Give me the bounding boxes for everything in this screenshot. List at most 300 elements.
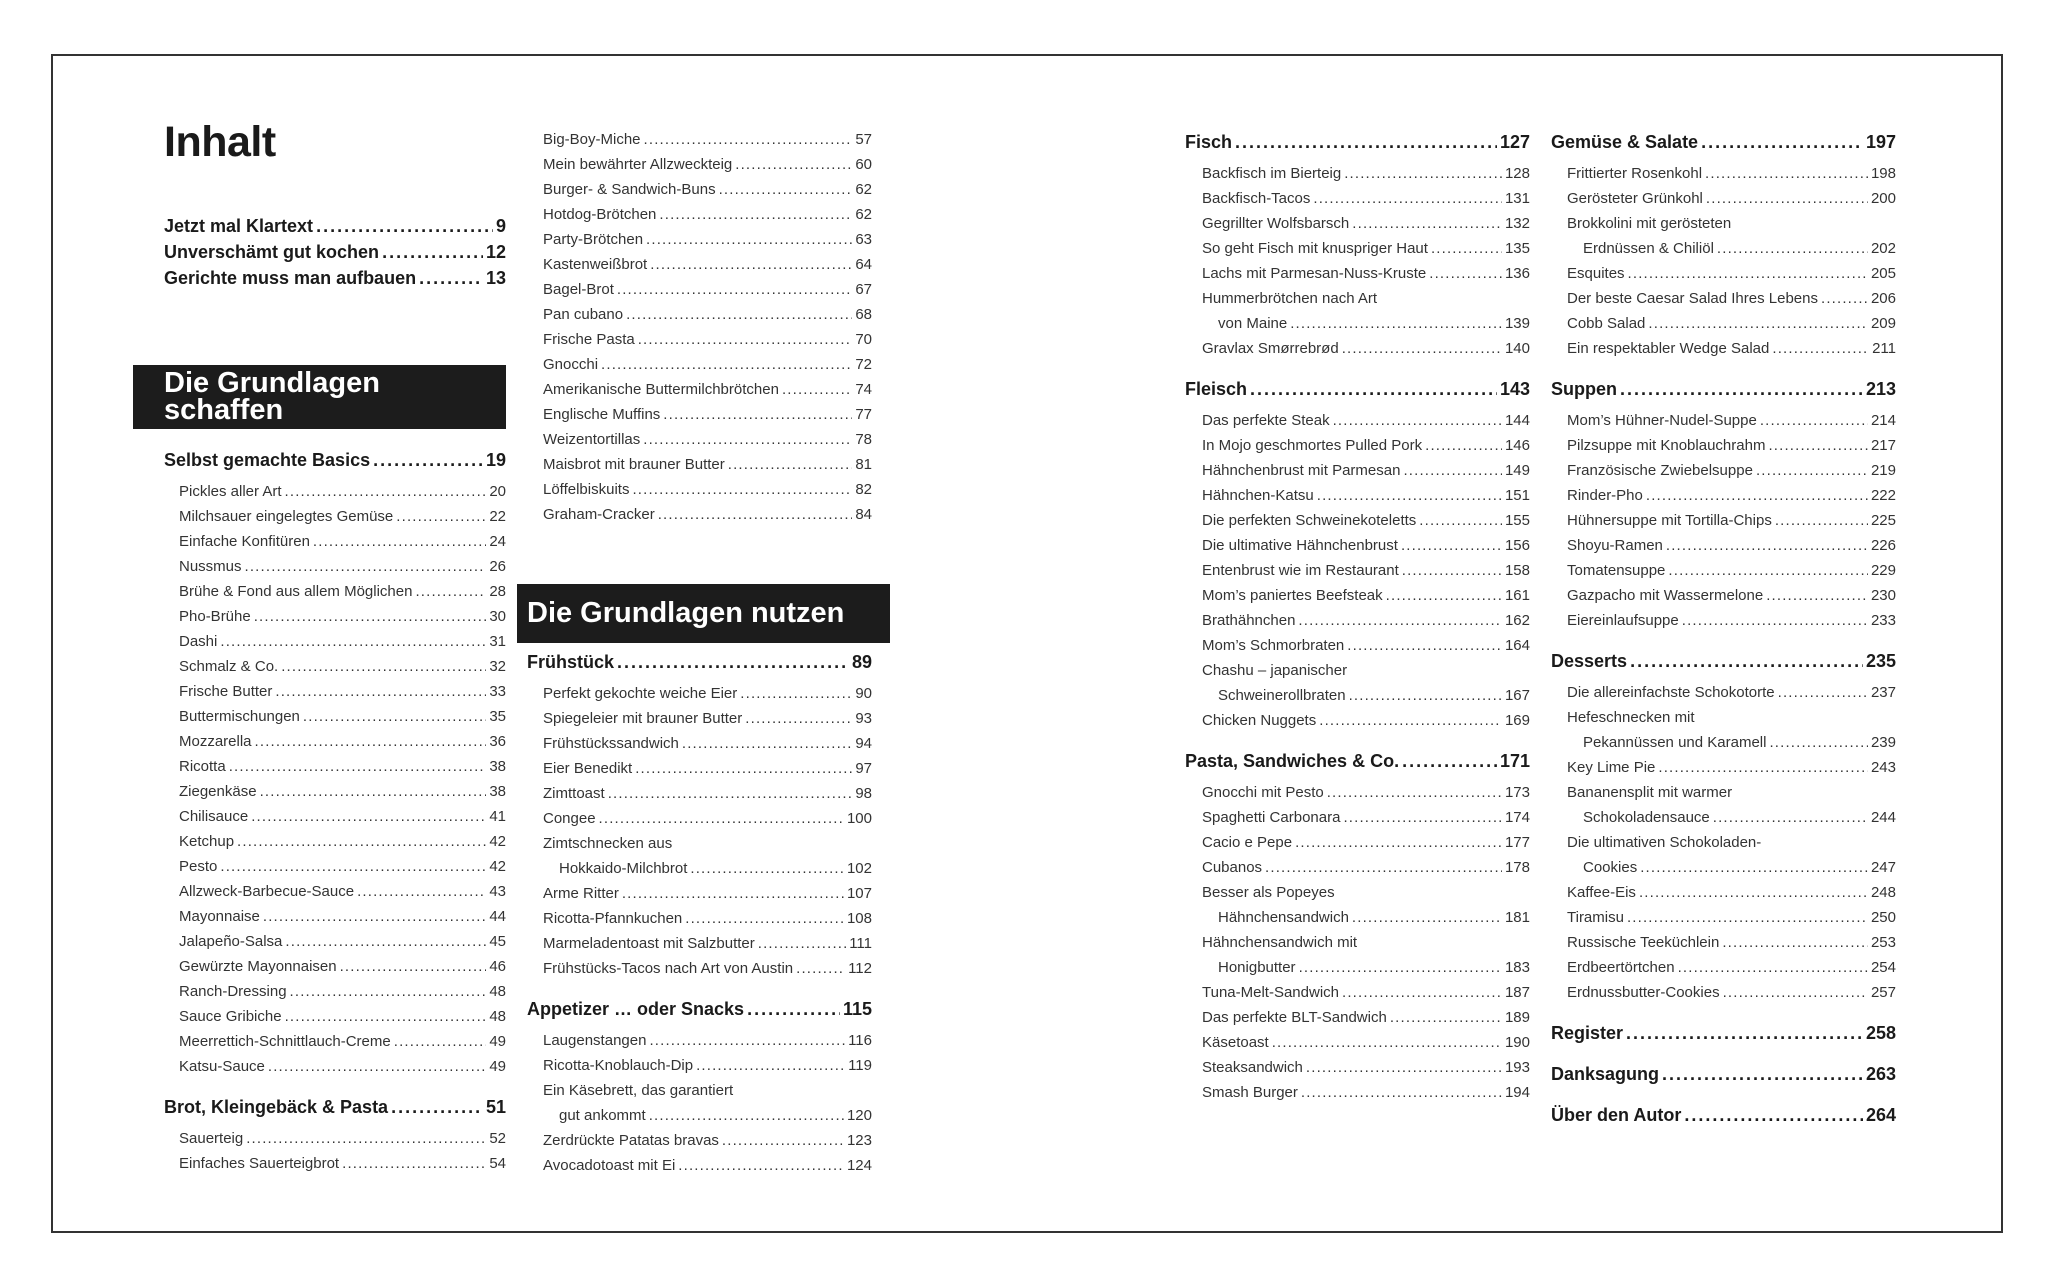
entry-title: Unverschämt gut kochen (164, 242, 380, 262)
dot-leader (608, 781, 853, 806)
toc-entry (543, 1153, 872, 1178)
toc-entry (1202, 805, 1530, 830)
dot-leader (285, 1004, 487, 1029)
dot-leader (1627, 905, 1868, 930)
entry-title: Tomatensuppe (1567, 562, 1666, 579)
toc-entry (1202, 780, 1530, 805)
toc-entry (179, 504, 506, 529)
page-number: 43 (489, 883, 506, 900)
dot-leader (646, 227, 852, 252)
page-number: 200 (1870, 190, 1896, 207)
toc-entry (543, 177, 872, 202)
dot-leader (685, 906, 844, 931)
dot-leader (1630, 649, 1863, 674)
page-number: 136 (1504, 265, 1530, 282)
toc-entry (543, 781, 872, 806)
toc-entry (1202, 830, 1530, 855)
entry-title: Pasta, Sandwiches & Co. (1185, 751, 1400, 771)
dot-leader (340, 954, 487, 979)
page-number: 169 (1504, 712, 1530, 729)
page-number: 250 (1870, 909, 1896, 926)
page-number: 174 (1504, 809, 1530, 826)
entry-title: Russische Teeküchlein (1567, 934, 1720, 951)
toc-list (527, 127, 872, 527)
entry-title: Fisch (1185, 132, 1233, 152)
toc-entry-line1 (1202, 658, 1530, 683)
page-number: 217 (1870, 437, 1896, 454)
dot-leader (649, 1103, 844, 1128)
entry-title: Gegrillter Wolfsbarsch (1202, 215, 1350, 232)
page-number: 226 (1870, 537, 1896, 554)
toc-entry-line1 (1567, 705, 1896, 730)
dot-leader (735, 152, 852, 177)
toc-entry (179, 729, 506, 754)
entry-title: Hähnchensandwich (1218, 909, 1349, 926)
dot-leader (740, 681, 852, 706)
dot-leader (220, 854, 486, 879)
page-number: 45 (489, 933, 506, 950)
toc-entry (179, 1151, 506, 1176)
dot-leader (268, 1054, 486, 1079)
toc-entry-line2 (1567, 236, 1896, 261)
dot-leader (782, 377, 852, 402)
page-number: 253 (1870, 934, 1896, 951)
entry-title: So geht Fisch mit knuspriger Haut (1202, 240, 1428, 257)
page-number: 263 (1865, 1064, 1896, 1084)
entry-title: Ranch-Dressing (179, 983, 287, 1000)
entry-title: Hummerbrötchen nach Art (1202, 290, 1378, 307)
dot-leader (255, 729, 487, 754)
toc-entry (1567, 755, 1896, 780)
toc-entry (543, 477, 872, 502)
dot-leader (638, 327, 853, 352)
toc-entry-line2 (1567, 730, 1896, 755)
entry-title: Hefeschnecken mit (1567, 709, 1695, 726)
entry-title: Frühstücks-Tacos nach Art von Austin (543, 960, 794, 977)
page-number: 233 (1870, 612, 1896, 629)
entry-title: Gazpacho mit Wassermelone (1567, 587, 1764, 604)
page-number: 128 (1504, 165, 1530, 182)
toc-entry (1202, 433, 1530, 458)
toc-entry (179, 679, 506, 704)
entry-title: Mom’s Schmorbraten (1202, 637, 1345, 654)
page-number: 244 (1870, 809, 1896, 826)
toc-entry (543, 956, 872, 981)
dot-leader (1403, 458, 1502, 483)
entry-title: Jalapeño-Salsa (179, 933, 283, 950)
dot-leader (1347, 633, 1502, 658)
dot-leader (251, 804, 486, 829)
entry-title: Allzweck-Barbecue-Sauce (179, 883, 355, 900)
page-number: 198 (1870, 165, 1896, 182)
page-number: 67 (855, 281, 872, 298)
page-number: 146 (1504, 437, 1530, 454)
toc-entry (543, 906, 872, 931)
toc-section (164, 448, 506, 479)
page-number: 62 (855, 206, 872, 223)
toc-entry (543, 202, 872, 227)
dot-leader (599, 806, 844, 831)
entry-title: Milchsauer eingelegtes Gemüse (179, 508, 394, 525)
toc-intro (164, 118, 506, 291)
toc-entry-line1 (1567, 830, 1896, 855)
dot-leader (1333, 408, 1502, 433)
dot-leader (275, 679, 486, 704)
toc-entry (1202, 558, 1530, 583)
entry-title: Buttermischungen (179, 708, 300, 725)
toc-entry (179, 629, 506, 654)
toc-entry (1567, 261, 1896, 286)
page-number: 158 (1504, 562, 1530, 579)
toc-entry-line1 (1567, 780, 1896, 805)
page-number: 171 (1499, 751, 1530, 771)
toc-entry (543, 352, 872, 377)
dot-leader (659, 202, 852, 227)
entry-title: Kaffee-Eis (1567, 884, 1636, 901)
toc-entry (179, 929, 506, 954)
entry-title: Laugenstangen (543, 1032, 647, 1049)
dot-leader (617, 650, 849, 675)
entry-title: In Mojo geschmortes Pulled Pork (1202, 437, 1423, 454)
dot-leader (1429, 261, 1502, 286)
page-number: 209 (1870, 315, 1896, 332)
dot-leader (1639, 880, 1868, 905)
entry-title: Kastenweißbrot (543, 256, 648, 273)
page-number: 100 (846, 810, 872, 827)
dot-leader (1401, 533, 1502, 558)
toc-entry (543, 127, 872, 152)
page-number: 183 (1504, 959, 1530, 976)
dot-leader (1678, 955, 1868, 980)
entry-title: Erdbeertörtchen (1567, 959, 1675, 976)
entry-title: Frühstück (527, 652, 615, 672)
dot-leader (382, 239, 483, 265)
page-number: 237 (1870, 684, 1896, 701)
entry-title: Fleisch (1185, 379, 1248, 399)
dot-leader (1628, 261, 1868, 286)
toc-front-entry (164, 213, 506, 239)
entry-title: Hähnchen-Katsu (1202, 487, 1314, 504)
page-number: 139 (1504, 315, 1530, 332)
page-number: 93 (855, 710, 872, 727)
entry-title: Sauce Gribiche (179, 1008, 282, 1025)
entry-title: Appetizer … oder Snacks (527, 999, 745, 1019)
page-number: 46 (489, 958, 506, 975)
page-number: 155 (1504, 512, 1530, 529)
toc-entry (1567, 286, 1896, 311)
dot-leader (1342, 980, 1502, 1005)
entry-title: Gerichte muss man aufbauen (164, 268, 417, 288)
entry-title: Ein Käsebrett, das garantiert (543, 1082, 734, 1099)
page-number: 19 (485, 450, 506, 470)
page-number: 144 (1504, 412, 1530, 429)
dot-leader (303, 704, 486, 729)
page-number: 98 (855, 785, 872, 802)
toc-entry-line2 (543, 1103, 872, 1128)
toc-entry (1567, 680, 1896, 705)
toc-entry (1202, 708, 1530, 733)
entry-title: Ketchup (179, 833, 235, 850)
entry-title: Zimtschnecken aus (543, 835, 673, 852)
page-number: 81 (855, 456, 872, 473)
dot-leader (1701, 130, 1863, 155)
dot-leader (342, 1151, 486, 1176)
toc-entry (179, 479, 506, 504)
entry-title: Frühstückssandwich (543, 735, 679, 752)
page-number: 84 (855, 506, 872, 523)
entry-title: Schokoladensauce (1583, 809, 1710, 826)
entry-title: Ricotta-Knoblauch-Dip (543, 1057, 694, 1074)
page-number: 68 (855, 306, 872, 323)
entry-title: Cacio e Pepe (1202, 834, 1293, 851)
entry-title: Perfekt gekochte weiche Eier (543, 685, 738, 702)
dot-leader (1668, 558, 1868, 583)
entry-title: Pan cubano (543, 306, 624, 323)
dot-leader (1349, 683, 1502, 708)
page-number: 264 (1865, 1105, 1896, 1125)
toc-entry (1202, 458, 1530, 483)
toc-entry (179, 1004, 506, 1029)
entry-title: Pesto (179, 858, 218, 875)
toc-entry (543, 806, 872, 831)
part-heading-band (133, 365, 506, 429)
toc-section (1185, 377, 1530, 408)
page-number: 124 (846, 1157, 872, 1174)
toc-entry (179, 579, 506, 604)
entry-title: Hühnersuppe mit Tortilla-Chips (1567, 512, 1772, 529)
page-number: 211 (1872, 340, 1896, 357)
page-number: 120 (846, 1107, 872, 1124)
entry-title: Spaghetti Carbonara (1202, 809, 1341, 826)
toc-entry-line1 (1202, 880, 1530, 905)
toc-entry (1202, 633, 1530, 658)
toc-entry-line1 (543, 1078, 872, 1103)
entry-title: Entenbrust wie im Restaurant (1202, 562, 1399, 579)
dot-leader (1343, 805, 1502, 830)
dot-leader (246, 1126, 486, 1151)
part-heading-text: Die Grundlagen schaffen (164, 367, 380, 426)
dot-leader (617, 277, 852, 302)
dot-leader (622, 881, 844, 906)
dot-leader (1626, 1021, 1863, 1046)
page-number: 63 (855, 231, 872, 248)
toc-entry-line1 (543, 831, 872, 856)
dot-leader (1295, 830, 1502, 855)
page-number: 20 (489, 483, 506, 500)
toc-entry (179, 954, 506, 979)
toc-entry (179, 904, 506, 929)
page-number: 205 (1870, 265, 1896, 282)
dot-leader (1313, 186, 1502, 211)
toc-section (1551, 377, 1896, 408)
toc-entry (1567, 880, 1896, 905)
toc-entry (179, 654, 506, 679)
dot-leader (1327, 780, 1502, 805)
page-number: 229 (1870, 562, 1896, 579)
dot-leader (1290, 311, 1502, 336)
entry-title: Weizentortillas (543, 431, 641, 448)
toc-entry (543, 731, 872, 756)
page-number: 111 (849, 935, 872, 952)
dot-leader (245, 554, 487, 579)
entry-title: Burger- & Sandwich-Buns (543, 181, 716, 198)
entry-title: Ricotta-Pfannkuchen (543, 910, 683, 927)
page-number: 225 (1870, 512, 1896, 529)
page-number: 254 (1870, 959, 1896, 976)
page-number: 257 (1870, 984, 1896, 1001)
page-number: 38 (489, 758, 506, 775)
page-number: 119 (848, 1057, 872, 1074)
page-number: 57 (855, 131, 872, 148)
toc-section (1551, 1021, 1896, 1046)
toc-entry (543, 1128, 872, 1153)
toc-section (1551, 649, 1896, 680)
dot-leader (719, 177, 853, 202)
toc-section (1551, 1103, 1896, 1128)
page-number: 190 (1504, 1034, 1530, 1051)
toc-entry (1202, 1055, 1530, 1080)
entry-title: Backfisch-Tacos (1202, 190, 1311, 207)
entry-title: Schweinerollbraten (1218, 687, 1346, 704)
toc-entry (543, 377, 872, 402)
page-number: 115 (842, 999, 872, 1019)
toc-entry (1202, 508, 1530, 533)
page-number: 164 (1504, 637, 1530, 654)
entry-title: Englische Muffins (543, 406, 661, 423)
toc-entry (1567, 930, 1896, 955)
dot-leader (1666, 533, 1868, 558)
dot-leader (254, 604, 487, 629)
dot-leader (1684, 1103, 1863, 1128)
page-number: 78 (855, 431, 872, 448)
dot-leader (396, 504, 486, 529)
toc-entry (1567, 533, 1896, 558)
page-number: 60 (855, 156, 872, 173)
entry-title: Mom’s Hühner-Nudel-Suppe (1567, 412, 1757, 429)
dot-leader (1298, 608, 1502, 633)
toc-entry (543, 931, 872, 956)
dot-leader (229, 754, 487, 779)
page-number: 108 (846, 910, 872, 927)
page-number: 222 (1870, 487, 1896, 504)
dot-leader (796, 956, 845, 981)
dot-leader (1299, 955, 1502, 980)
page-number: 213 (1865, 379, 1896, 399)
toc-entry (1202, 161, 1530, 186)
page-number: 131 (1504, 190, 1530, 207)
entry-title: Gerösteter Grünkohl (1567, 190, 1703, 207)
page-number: 12 (485, 242, 506, 262)
toc-front-entry (164, 239, 506, 265)
toc-entry (1567, 980, 1896, 1005)
entry-title: Besser als Popeyes (1202, 884, 1335, 901)
dot-leader (745, 706, 852, 731)
dot-leader (678, 1153, 844, 1178)
entry-title: Schmalz & Co. (179, 658, 279, 675)
dot-leader (1772, 336, 1869, 361)
page-number: 38 (489, 783, 506, 800)
toc-entry (543, 277, 872, 302)
toc-entry (179, 979, 506, 1004)
entry-title: Avocadotoast mit Ei (543, 1157, 676, 1174)
toc-list (164, 448, 506, 1176)
page-number: 247 (1870, 859, 1896, 876)
entry-title: Key Lime Pie (1567, 759, 1656, 776)
page-number: 230 (1870, 587, 1896, 604)
entry-title: Mein bewährter Allzweckteig (543, 156, 733, 173)
entry-title: Hähnchensandwich mit (1202, 934, 1358, 951)
toc-entry (179, 554, 506, 579)
toc-entry (543, 252, 872, 277)
entry-title: Dashi (179, 633, 218, 650)
dot-leader (290, 979, 487, 1004)
dot-leader (1317, 483, 1502, 508)
entry-title: Ricotta (179, 758, 226, 775)
toc-entry (543, 756, 872, 781)
entry-title: Steaksandwich (1202, 1059, 1303, 1076)
toc-list (1551, 130, 1896, 1128)
entry-title: Lachs mit Parmesan-Nuss-Kruste (1202, 265, 1427, 282)
toc-entry (543, 302, 872, 327)
entry-title: Über den Autor (1551, 1105, 1682, 1125)
entry-title: Maisbrot mit brauner Butter (543, 456, 725, 473)
page-number: 102 (846, 860, 872, 877)
toc-entry-line2 (1202, 955, 1530, 980)
page-number: 54 (489, 1155, 506, 1172)
page-number: 22 (489, 508, 506, 525)
dot-leader (394, 1029, 487, 1054)
toc-entry (543, 706, 872, 731)
toc-entry (543, 327, 872, 352)
page-number: 42 (489, 833, 506, 850)
page-number: 35 (489, 708, 506, 725)
entry-title: Congee (543, 810, 596, 827)
page-number: 181 (1504, 909, 1530, 926)
page-number: 32 (489, 658, 506, 675)
entry-title: Hähnchenbrust mit Parmesan (1202, 462, 1401, 479)
toc-entry (1567, 483, 1896, 508)
entry-title: Die allereinfachste Schokotorte (1567, 684, 1775, 701)
page-number: 127 (1499, 132, 1530, 152)
page-number: 162 (1504, 612, 1530, 629)
toc-entry (543, 881, 872, 906)
dot-leader (1648, 311, 1868, 336)
toc-entry-line1 (1202, 286, 1530, 311)
toc-section (1551, 130, 1896, 161)
dot-leader (263, 904, 486, 929)
entry-title: Pilzsuppe mit Knoblauchrahm (1567, 437, 1766, 454)
page-number: 33 (489, 683, 506, 700)
entry-title: Party-Brötchen (543, 231, 644, 248)
page-number: 41 (489, 808, 506, 825)
entry-title: Die perfekten Schweinekoteletts (1202, 512, 1417, 529)
page-number: 48 (489, 983, 506, 1000)
page-number: 97 (855, 760, 872, 777)
dot-leader (1760, 408, 1868, 433)
entry-title: Pickles aller Art (179, 483, 282, 500)
dot-leader (728, 452, 853, 477)
toc-entry (1202, 408, 1530, 433)
page-number: 26 (489, 558, 506, 575)
entry-title: Hotdog-Brötchen (543, 206, 657, 223)
entry-title: Tuna-Melt-Sandwich (1202, 984, 1339, 1001)
entry-title: Arme Ritter (543, 885, 619, 902)
dot-leader (415, 579, 486, 604)
entry-title: Pho-Brühe (179, 608, 251, 625)
page-number: 74 (855, 381, 872, 398)
toc-entry (179, 779, 506, 804)
dot-leader (1821, 286, 1868, 311)
